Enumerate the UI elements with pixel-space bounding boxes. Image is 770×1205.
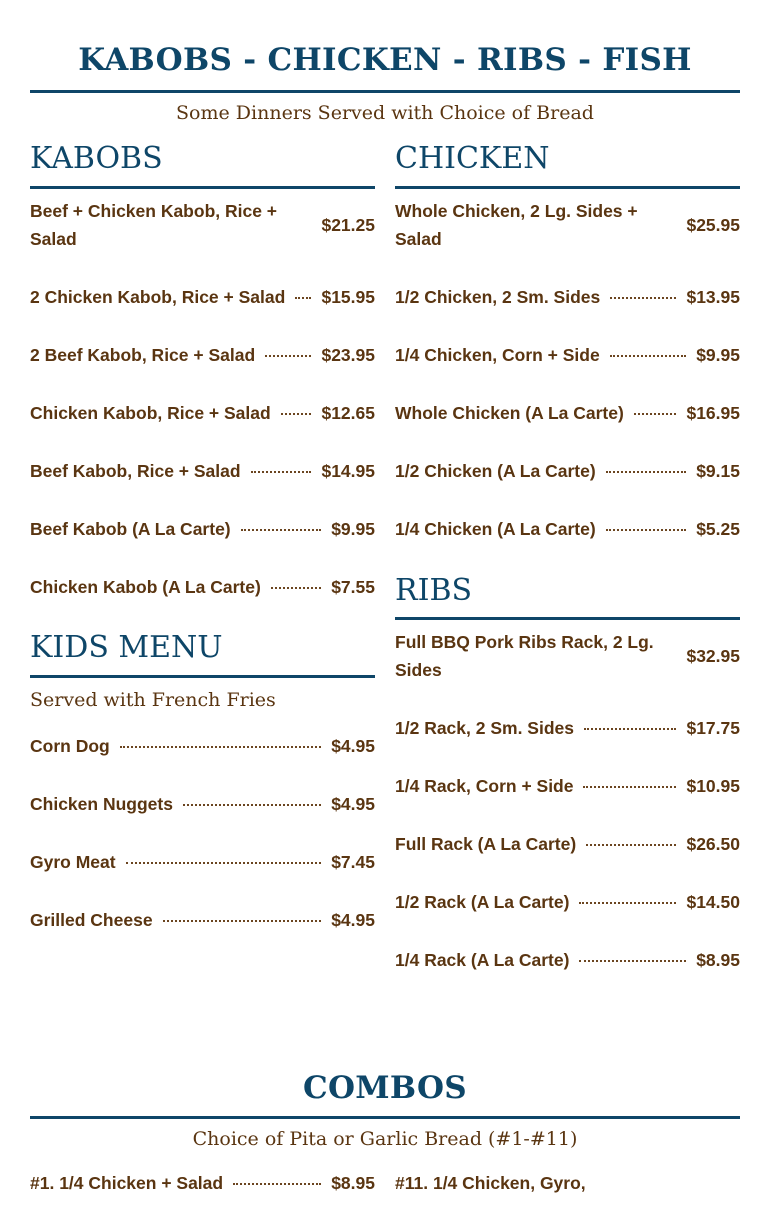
- menu-item: Grilled Cheese $4.95: [30, 906, 375, 934]
- dot-leader: [163, 920, 322, 922]
- item-price: $32.95: [686, 646, 740, 666]
- section-divider: [30, 186, 375, 189]
- ribs-section: [395, 573, 740, 620]
- menu-item: Chicken Nuggets $4.95: [30, 790, 375, 818]
- item-price: $4.95: [331, 910, 375, 930]
- item-price: $9.95: [696, 345, 740, 365]
- item-price: $7.45: [331, 852, 375, 872]
- menu-item: 1/2 Chicken (A La Carte) $9.15: [395, 457, 740, 485]
- dot-leader: [610, 355, 686, 357]
- section-title-chicken: CHICKEN: [395, 141, 550, 176]
- item-price: $9.95: [331, 519, 375, 539]
- menu-item: 2 Beef Kabob, Rice + Salad $23.95: [30, 341, 375, 369]
- dot-leader: [233, 1183, 321, 1185]
- menu-item: Chicken Kabob, Rice + Salad $12.65: [30, 399, 375, 427]
- menu-item: 1/4 Chicken, Corn + Side $9.95: [395, 341, 740, 369]
- section-title-kabobs: KABOBS: [30, 141, 163, 176]
- item-price: $15.95: [321, 287, 375, 307]
- dot-leader: [251, 471, 312, 473]
- item-price: $16.95: [686, 403, 740, 423]
- menu-item: Whole Chicken (A La Carte) $16.95: [395, 399, 740, 427]
- dot-leader: [586, 844, 676, 846]
- dot-leader: [295, 297, 311, 299]
- menu-item: Beef Kabob (A La Carte) $9.95: [30, 515, 375, 543]
- combos-list-right: [395, 1169, 740, 1197]
- item-price: $4.95: [331, 794, 375, 814]
- section-divider: [30, 675, 375, 678]
- item-price: $5.25: [696, 519, 740, 539]
- chicken-section: [395, 141, 740, 189]
- item-price: $14.50: [686, 892, 740, 912]
- dot-leader: [584, 728, 676, 730]
- menu-item: 1/2 Chicken, 2 Sm. Sides $13.95: [395, 283, 740, 311]
- menu-item: #1. 1/4 Chicken + Salad $8.95: [30, 1169, 375, 1197]
- item-price: $17.75: [686, 718, 740, 738]
- item-price: $8.95: [331, 1173, 375, 1193]
- dot-leader: [606, 529, 687, 531]
- kids-section: [30, 630, 375, 711]
- menu-item: Corn Dog $4.95: [30, 732, 375, 760]
- dot-leader: [610, 297, 676, 299]
- section-divider: [395, 617, 740, 620]
- menu-item: 2 Chicken Kabob, Rice + Salad $15.95: [30, 283, 375, 311]
- item-price: $12.65: [321, 403, 375, 423]
- item-price: $23.95: [321, 345, 375, 365]
- dot-leader: [271, 587, 321, 589]
- item-price: $10.95: [686, 776, 740, 796]
- dot-leader: [183, 804, 321, 806]
- menu-item: Full BBQ Pork Ribs Rack, 2 Lg. Sides $32.95: [395, 632, 740, 680]
- section-title-ribs: RIBS: [395, 573, 473, 608]
- dot-leader: [634, 413, 677, 415]
- page-title: KABOBS - CHICKEN - RIBS - FISH: [78, 42, 692, 78]
- menu-item: 1/4 Rack, Corn + Side $10.95: [395, 772, 740, 800]
- section-divider: [395, 186, 740, 189]
- item-price: $13.95: [686, 287, 740, 307]
- dot-leader: [606, 471, 687, 473]
- menu-item: 1/4 Chicken (A La Carte) $5.25: [395, 515, 740, 543]
- combos-title: COMBOS: [303, 1070, 467, 1106]
- item-price: $4.95: [331, 736, 375, 756]
- item-price: $9.15: [696, 461, 740, 481]
- dot-leader: [281, 413, 312, 415]
- item-price: $14.95: [321, 461, 375, 481]
- menu-item: 1/2 Rack, 2 Sm. Sides $17.75: [395, 714, 740, 742]
- combos-divider: [30, 1116, 740, 1119]
- dot-leader: [265, 355, 311, 357]
- menu-item: #11. 1/4 Chicken, Gyro,: [395, 1173, 586, 1193]
- title-divider: [30, 90, 740, 93]
- menu-item: Gyro Meat $7.45: [30, 848, 375, 876]
- menu-item: Full Rack (A La Carte) $26.50: [395, 830, 740, 858]
- item-price: $7.55: [331, 577, 375, 597]
- menu-item: Whole Chicken, 2 Lg. Sides + Salad $25.95: [395, 201, 740, 249]
- menu-item: Beef + Chicken Kabob, Rice + Salad $21.25: [30, 201, 375, 249]
- dot-leader: [583, 786, 676, 788]
- dot-leader: [241, 529, 322, 531]
- dot-leader: [120, 746, 321, 748]
- item-price: $8.95: [696, 950, 740, 970]
- dot-leader: [126, 862, 322, 864]
- combos-subtitle: Choice of Pita or Garlic Bread (#1-#11): [192, 1128, 578, 1150]
- menu-item: 1/2 Rack (A La Carte) $14.50: [395, 888, 740, 916]
- menu-item: Beef Kabob, Rice + Salad $14.95: [30, 457, 375, 485]
- section-title-kids: KIDS MENU: [30, 630, 223, 665]
- menu-item: Chicken Kabob (A La Carte) $7.55: [30, 573, 375, 601]
- item-price: $26.50: [686, 834, 740, 854]
- combos-list-left: [30, 1169, 375, 1197]
- page-subtitle: Some Dinners Served with Choice of Bread: [176, 102, 594, 124]
- item-price: $25.95: [686, 215, 740, 235]
- item-price: $21.25: [321, 215, 375, 235]
- section-subtitle-kids: Served with French Fries: [30, 689, 276, 711]
- menu-item: 1/4 Rack (A La Carte) $8.95: [395, 946, 740, 974]
- dot-leader: [579, 902, 676, 904]
- dot-leader: [579, 960, 686, 962]
- kabobs-section: [30, 141, 375, 189]
